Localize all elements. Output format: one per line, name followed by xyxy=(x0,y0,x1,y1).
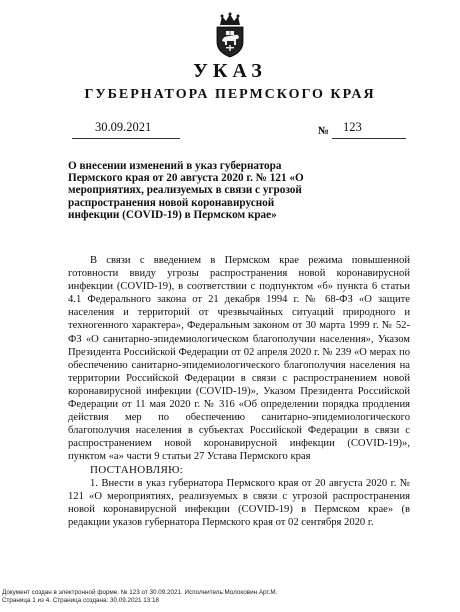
date-underline xyxy=(72,138,180,139)
number-underline xyxy=(332,138,406,139)
document-body xyxy=(68,254,410,529)
document-footer xyxy=(2,589,460,605)
document-number: 123 xyxy=(343,120,362,134)
footer-line-2: Страница 1 из 4. Страница создана: 30.09.2021 13:18 xyxy=(2,597,160,604)
document-subtitle: ГУБЕРНАТОРА ПЕРМСКОГО КРАЯ xyxy=(84,87,376,102)
document-title: УКАЗ xyxy=(193,60,267,82)
decree-word: ПОСТАНОВЛЯЮ: xyxy=(90,463,184,476)
document-date: 30.09.2021 xyxy=(95,120,152,134)
coat-of-arms-icon xyxy=(213,12,247,58)
preamble-paragraph: В связи с введением в Пермском крае режима повышенной готовности ввиду угрозы распространения новой коронавирусной инфекции (COVID-19), в соответствии с подпунктом «б» пункта 6 статьи 4.1 Федерального закона от 21 декабря 1994 г. № 68-ФЗ «О защите населения и территорий от чрезвычайных ситуаций природного и техногенного характера», Федеральным законом от 30 марта 1999 г. № 52-ФЗ «О санитарно-эпидемиологическом благополучии населения», Указом Президента Российской Федерации от 02 апреля 2020 г. № 239 «О мерах по обеспечению санитарно-эпидемиологического благополучия населения на территории Российской Федерации в связи с распространением новой коронавирусной инфекции (COVID-19)», Указом Президента Российской Федерации от 11 мая 2020 г. № 316 «Об определении порядка продления действия мер по обеспечению санитарно-эпидемиологического благополучия населения в субъектах Российской Федерации в связи с распространением новой коронавирусной инфекции (COVID-19)», пунктом «а» части 9 статьи 27 Устава Пермского края xyxy=(68,255,410,463)
footer-line-1: Документ создан в электронной форме. № 123 от 30.09.2021. Исполнитель:Молоковин Арт.М. xyxy=(2,589,278,596)
number-sign: № xyxy=(318,125,330,137)
document-subject: О внесении изменений в указ губернатора Пермского края от 20 августа 2020 г. № 121 «О мероприятиях, реализуемых в связи с угрозой распространения новой коронавирусной инфекции (COVID-19) в Пермском крае» xyxy=(68,160,304,221)
item-1-paragraph: 1. Внести в указ губернатора Пермского края от 20 августа 2020 г. № 121 «О мероприятиях, реализуемых в связи с угрозой распространения новой коронавирусной инфекции (COVID-19) в Пермском крае» (в редакции указов губернатора Пермского края от 02 сентября 2020 г. xyxy=(68,477,410,528)
